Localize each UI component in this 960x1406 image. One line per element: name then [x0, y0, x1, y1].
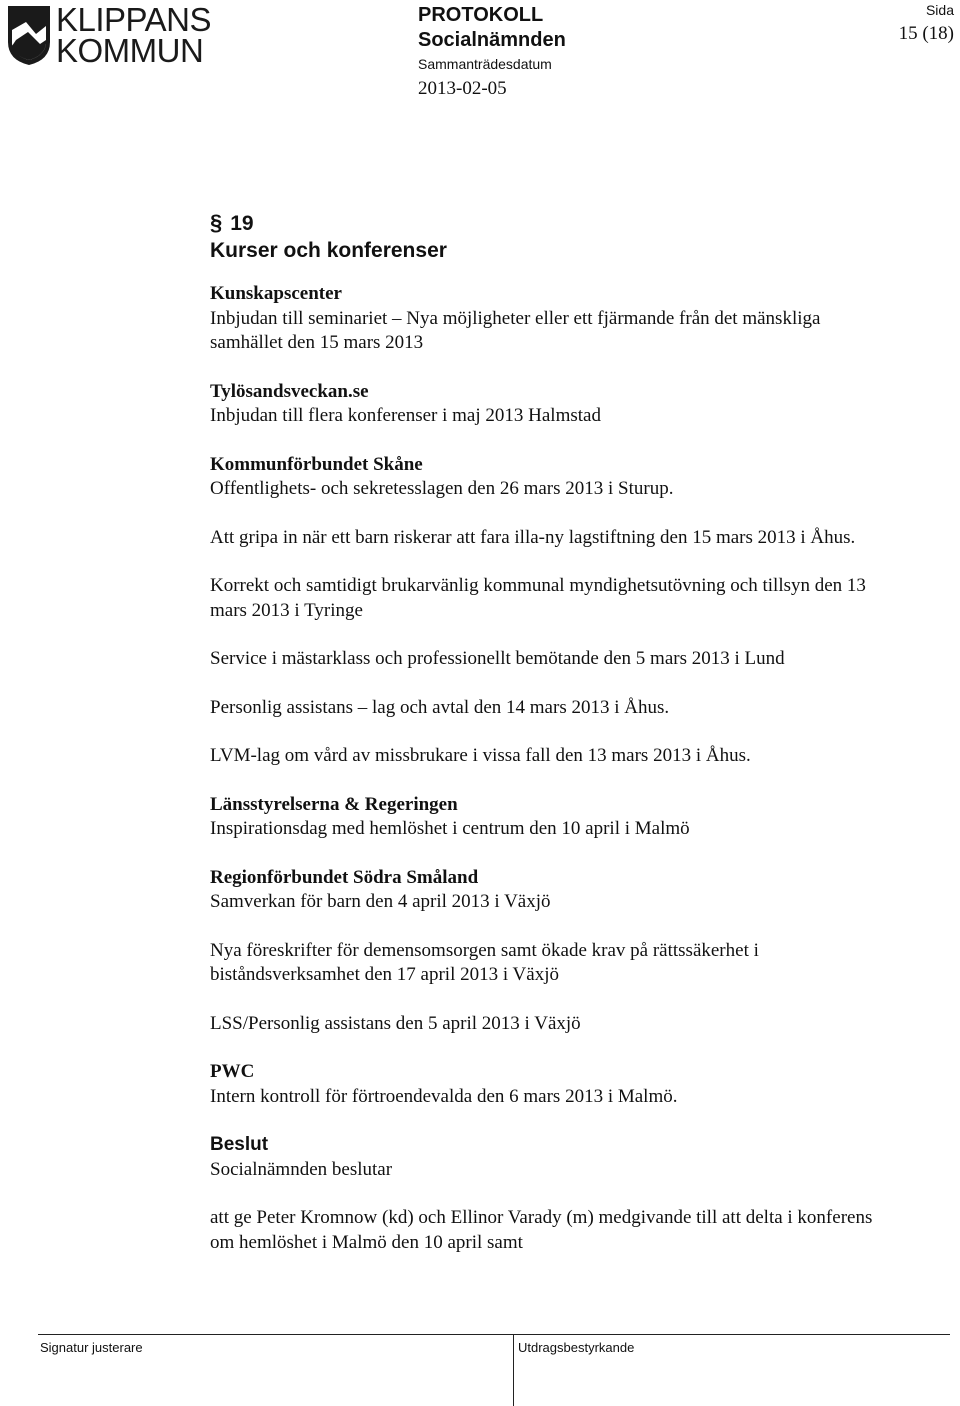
- regionforbundet-heading: Regionförbundet Södra Småland: [210, 866, 479, 888]
- page-label: Sida: [925, 2, 954, 18]
- beslut-block: [210, 1133, 944, 1182]
- pwc-line-1: Intern kontroll för förtroendevalda den 6 mars 2013 i Malmö.: [210, 1085, 678, 1107]
- page-indicator: [899, 1, 954, 47]
- regionforbundet-line-1: Samverkan för barn den 4 april 2013 i Växjö: [210, 891, 551, 912]
- kunskapscenter-heading: Kunskapscenter: [210, 283, 342, 304]
- utdragsbestyrkande-label: Utdragsbestyrkande: [518, 1340, 635, 1355]
- meeting-date-label: Sammanträdesdatum: [418, 56, 552, 72]
- pwc-heading: PWC: [210, 1061, 255, 1082]
- footer-divider: [513, 1334, 514, 1406]
- att-ge-block: [210, 1206, 944, 1255]
- logo-line-2: KOMMUN: [56, 32, 204, 69]
- lss-line: LSS/Personlig assistans den 5 april 2013 i Växjö: [210, 1012, 581, 1034]
- kommunforbundet-heading: Kommunförbundet Skåne: [210, 453, 423, 475]
- document-header: [418, 3, 566, 102]
- beslut-heading: Beslut: [210, 1134, 269, 1155]
- regionforbundet-block: [210, 866, 944, 915]
- lansstyrelserna-line-1: Inspirationsdag med hemlöshet i centrum den 10 april i Malmö: [210, 818, 690, 839]
- document-type: PROTOKOLL: [418, 4, 544, 26]
- service-line: Service i mästarklass och professionellt bemötande den 5 mars 2013 i Lund: [210, 648, 785, 669]
- lvm-block: [210, 744, 944, 769]
- protocol-content: [210, 209, 944, 1255]
- nya-foreskrifter-block: [210, 939, 944, 988]
- kunskapscenter-line-2: samhället den 15 mars 2013: [210, 332, 424, 353]
- pwc-block: [210, 1060, 944, 1109]
- nya-foreskrifter-line-2: biståndsverksamhet den 17 april 2013 i Växjö: [210, 964, 559, 985]
- lansstyrelserna-heading: Länsstyrelserna & Regeringen: [210, 793, 458, 815]
- lss-block: [210, 1012, 944, 1037]
- footer-rule: [38, 1334, 950, 1335]
- logo-line-1: KLIPPANS: [56, 1, 211, 38]
- personlig-block: [210, 696, 944, 721]
- logo-wordmark: [56, 1, 211, 69]
- section-heading: [210, 209, 944, 264]
- att-ge-line-1: att ge Peter Kromnow (kd) och Ellinor Varady (m) medgivande till att delta i konferens: [210, 1207, 873, 1228]
- signatur-justerare-label: Signatur justerare: [40, 1340, 143, 1355]
- paragraph-symbol: §: [210, 210, 223, 235]
- beslut-line-1: Socialnämnden beslutar: [210, 1158, 393, 1180]
- tylosand-block: [210, 380, 944, 429]
- nya-foreskrifter-line-1: Nya föreskrifter för demensomsorgen samt ökade krav på rättssäkerhet i: [210, 939, 759, 961]
- municipality-shield-icon: [6, 4, 52, 66]
- kunskapscenter-line-1: Inbjudan till seminariet – Nya möjligheter eller ett fjärmande från det mänskliga: [210, 307, 821, 329]
- korrekt-line-1: Korrekt och samtidigt brukarvänlig kommunal myndighetsutövning och tillsyn den 13: [210, 575, 866, 596]
- tylosand-line-1: Inbjudan till flera konferenser i maj 2013 Halmstad: [210, 405, 601, 426]
- att-ge-line-2: om hemlöshet i Malmö den 10 april samt: [210, 1231, 523, 1253]
- meeting-date: 2013-02-05: [418, 78, 507, 99]
- tylosand-heading: Tylösandsveckan.se: [210, 380, 369, 402]
- service-block: [210, 647, 944, 672]
- section-number: 19: [230, 212, 254, 235]
- kunskapscenter-block: [210, 282, 944, 356]
- personlig-line: Personlig assistans – lag och avtal den 14 mars 2013 i Åhus.: [210, 696, 670, 718]
- att-gripa-block: [210, 526, 944, 551]
- committee-name: Socialnämnden: [418, 29, 566, 51]
- section-title: Kurser och konferenser: [210, 239, 447, 262]
- kommunforbundet-block: [210, 453, 944, 502]
- lvm-line: LVM-lag om vård av missbrukare i vissa fall den 13 mars 2013 i Åhus.: [210, 745, 751, 766]
- lansstyrelserna-block: [210, 793, 944, 842]
- kommunforbundet-line-1: Offentlighets- och sekretesslagen den 26 mars 2013 i Sturup.: [210, 478, 674, 499]
- page-number: 15 (18): [898, 23, 954, 44]
- korrekt-line-2: mars 2013 i Tyringe: [210, 599, 363, 621]
- korrekt-block: [210, 574, 944, 623]
- municipality-logo: [6, 1, 221, 70]
- att-gripa-line: Att gripa in när ett barn riskerar att fara illa-ny lagstiftning den 15 mars 2013 i Åhus.: [210, 526, 856, 548]
